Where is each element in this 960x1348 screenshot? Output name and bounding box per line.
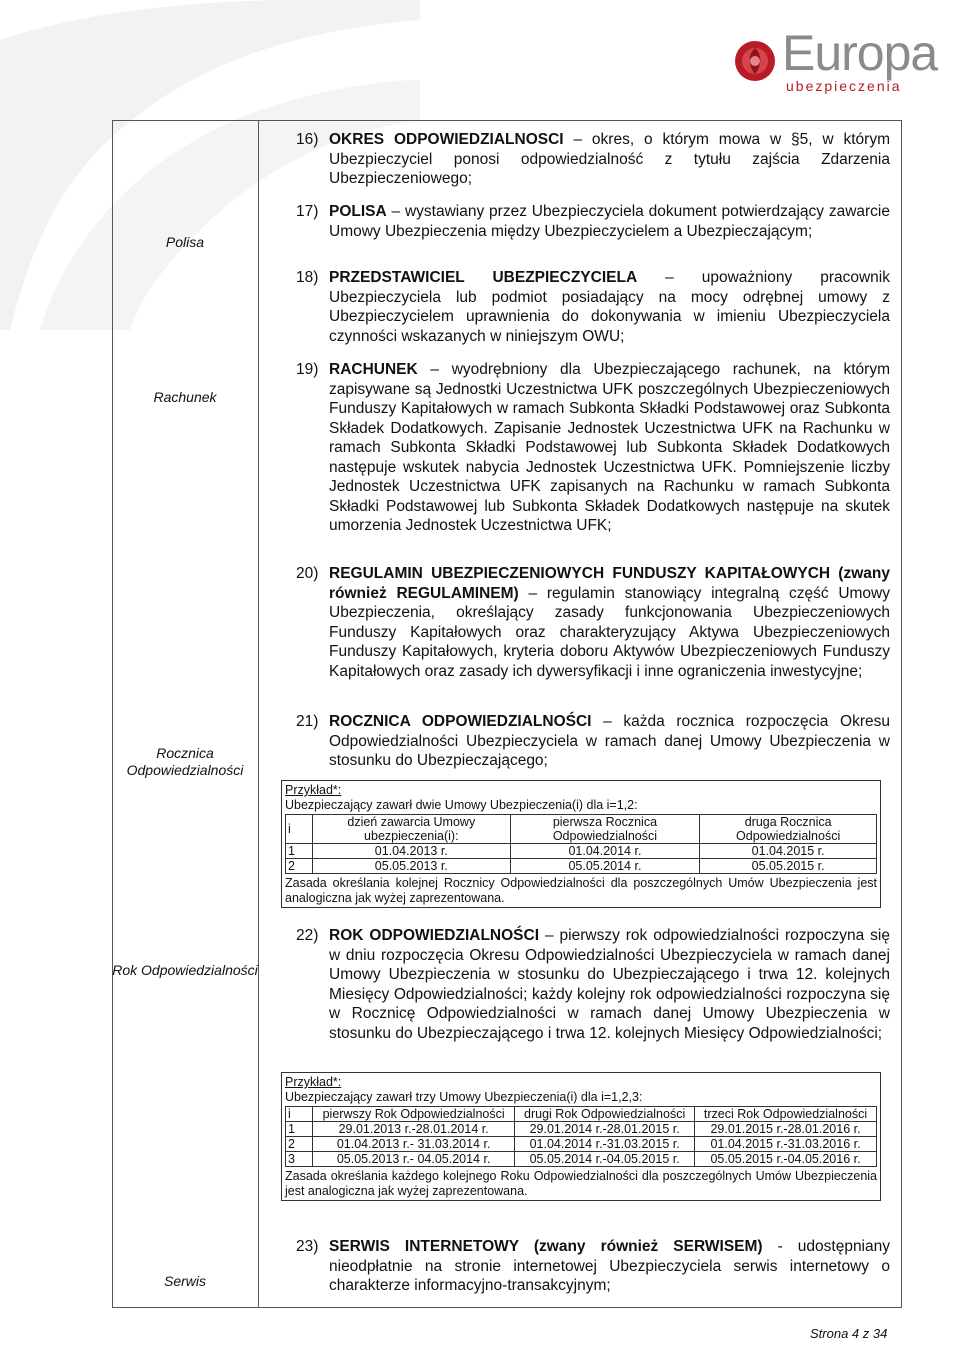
table-header-cell: i <box>286 815 313 844</box>
table-cell: 2 <box>286 1137 313 1152</box>
example-header: Przykład*: <box>285 1075 342 1089</box>
table-cell: 05.05.2014 r. <box>510 859 700 874</box>
item-number: 18) <box>296 269 319 286</box>
example-box-rocznica <box>281 780 881 908</box>
table-header-cell: dzień zawarcia Umowy ubezpieczenia(i): <box>313 815 511 844</box>
example-note: Zasada określania każdego kolejnego Roku Odpowiedzialności dla poszczególnych Umów Ubezpieczenia jest analogiczna jak wyżej zaprezentowana. <box>285 1169 877 1198</box>
logo-subtitle-text: ubezpieczenia <box>786 78 902 94</box>
table-header-cell: pierwszy Rok Odpowiedzialności <box>313 1107 515 1122</box>
table-cell: 2 <box>286 859 313 874</box>
table-row <box>286 1122 877 1137</box>
item-number: 16) <box>296 131 319 148</box>
logo-brand-text: Europa <box>782 25 938 81</box>
example-box-rok <box>281 1072 881 1201</box>
table-cell: 01.04.2013 r. <box>313 844 511 859</box>
sidebar-label-serwis: Serwis <box>163 1273 206 1289</box>
table-cell: 05.05.2015 r. <box>700 859 877 874</box>
table-cell: 05.05.2015 r.-04.05.2016 r. <box>695 1152 877 1167</box>
item-term: RACHUNEK <box>329 361 418 378</box>
table-row <box>286 1152 877 1167</box>
item-number: 23) <box>296 1238 319 1255</box>
table-cell: 01.04.2015 r. <box>700 844 877 859</box>
item-term: REGULAMIN UBEZPIECZENIOWYCH FUNDUSZY KAPITAŁOWYCH (zwany również REGULAMINEM) <box>329 565 890 602</box>
table-row <box>286 844 877 859</box>
item-text: - udostępniany nieodpłatnie na stronie internetowej Ubezpieczyciela serwis internetowy o charakterze informacyjno-transakcyjnym; <box>329 1238 890 1294</box>
table-cell: 3 <box>286 1152 313 1167</box>
table-header-cell: i <box>286 1107 313 1122</box>
item-text: – wystawiany przez Ubezpieczyciela dokument potwierdzający zawarcie Umowy Ubezpieczenia między Ubezpieczycielem a Ubezpieczającym; <box>329 203 890 240</box>
example-table <box>285 1106 877 1167</box>
table-cell: 01.04.2015 r.-31.03.2016 r. <box>695 1137 877 1152</box>
table-cell: 01.04.2013 r.- 31.03.2014 r. <box>313 1137 515 1152</box>
item-text: – regulamin stanowiący integralną część Umowy Ubezpieczenia, określający zasady funkcjonowania Ubezpieczeniowych Funduszy Kapitałowych oraz charakteryzujący Aktywa Ubezpieczeniowych Funduszy Kapitałowych, kryteria doboru Aktywów Ubezpieczeniowych Funduszy Kapitałowych oraz zasady ich dywersyfikacji i inne ograniczenia inwestycyjne; <box>329 584 890 680</box>
definition-item-20 <box>296 564 890 681</box>
table-header-cell: pierwsza Rocznica Odpowiedzialności <box>510 815 700 844</box>
table-cell: 29.01.2014 r.-28.01.2015 r. <box>515 1122 695 1137</box>
table-cell: 29.01.2013 r.-28.01.2014 r. <box>313 1122 515 1137</box>
table-header-cell: druga Rocznica Odpowiedzialności <box>700 815 877 844</box>
item-number: 20) <box>296 565 319 582</box>
item-text: – wyodrębniony dla Ubezpieczającego rachunek, na którym zapisywane są Jednostki Uczestnictwa UFK poszczególnych Ubezpieczeniowych Funduszy Kapitałowych w ramach Subkonta Składki Podstawowej oraz Subkonta Składek Dodatkowych. Zapisanie Jednostek Uczestnictwa UFK na Rachunku w ramach Subkonta Składki Podstawowej lub Subkonta Składek Dodatkowych następuje wskutek nabycia Jednostek Uczestnictwa UFK. Pomniejszenie liczby Jednostek Uczestnictwa UFK zapisanych na Rachunku w ramach Subkonta Składki Podstawowej lub Subkonta Składek Dodatkowych następuje na skutek umorzenia Jednostek Uczestnictwa UFK; <box>329 361 890 534</box>
table-header-row <box>286 1107 877 1122</box>
item-term: ROK ODPOWIEDZIALNOŚCI <box>329 927 540 944</box>
item-number: 22) <box>296 927 319 944</box>
definition-item-21 <box>296 712 890 771</box>
table-cell: 05.05.2013 r. <box>313 859 511 874</box>
item-number: 21) <box>296 713 319 730</box>
table-cell: 05.05.2013 r.- 04.05.2014 r. <box>313 1152 515 1167</box>
example-header: Przykład*: <box>285 783 342 797</box>
definition-item-18 <box>296 268 890 346</box>
table-cell: 01.04.2014 r.-31.03.2015 r. <box>515 1137 695 1152</box>
item-term: SERWIS INTERNETOWY (zwany również SERWISEM) <box>329 1238 763 1255</box>
sidebar-label-polisa: Polisa <box>165 234 205 250</box>
sidebar-label-rachunek: Rachunek <box>153 389 217 405</box>
item-term: OKRES ODPOWIEDZIALNOSCI <box>329 131 564 148</box>
item-text: – okres, o którym mowa w §5, w którym Ubezpieczyciel ponosi odpowiedzialność z tytułu zajścia Zdarzenia Ubezpieczeniowego; <box>329 131 890 187</box>
table-row <box>286 1137 877 1152</box>
definition-item-16 <box>296 130 890 189</box>
europa-logo <box>730 25 940 98</box>
sidebar-label-rok: Rok Odpowiedzialności <box>112 962 258 978</box>
item-text: – pierwszy rok odpowiedzialności rozpoczyna się w dniu rozpoczęcia Okresu Odpowiedzialności Ubezpieczyciela w ramach danej Umowy Ubezpieczenia w stosunku do Ubezpieczającego i trwa 12. kolejnych Miesięcy Odpowiedzialności; każdy kolejny rok odpowiedzialności rozpoczyna się w Rocznicę Odpowiedzialności w ramach danej Umowy Ubezpieczenia w stosunku do Ubezpieczającego i trwa 12. kolejnych Miesięcy Odpowiedzialności; <box>329 927 890 1042</box>
definition-item-22 <box>296 926 890 1043</box>
example-intro: Ubezpieczający zawarł trzy Umowy Ubezpieczenia(i) dla i=1,2,3: <box>285 1089 643 1104</box>
column-divider <box>258 120 259 1307</box>
item-number: 17) <box>296 203 319 220</box>
table-cell: 29.01.2015 r.-28.01.2016 r. <box>695 1122 877 1137</box>
example-table <box>285 814 877 874</box>
example-intro: Ubezpieczający zawarł dwie Umowy Ubezpieczenia(i) dla i=1,2: <box>285 797 638 812</box>
table-header-row <box>286 815 877 844</box>
sidebar-label-rocznica: Rocznica Odpowiedzialności <box>126 745 244 778</box>
definition-item-19 <box>296 360 890 536</box>
page-number: Strona 4 z 34 <box>810 1326 888 1341</box>
item-term: POLISA <box>329 203 387 220</box>
item-text: – każda rocznica rozpoczęcia Okresu Odpowiedzialności Ubezpieczyciela w ramach danej Umowy Ubezpieczenia w stosunku do Ubezpieczającego; <box>329 713 890 769</box>
example-note: Zasada określania kolejnej Rocznicy Odpowiedzialności dla poszczególnych Umów Ubezpieczenia jest analogiczna jak wyżej zaprezentowana. <box>285 876 877 905</box>
table-cell: 1 <box>286 1122 313 1137</box>
item-term: ROCZNICA ODPOWIEDZIALNOŚCI <box>329 713 592 730</box>
table-row <box>286 859 877 874</box>
table-header-cell: drugi Rok Odpowiedzialności <box>515 1107 695 1122</box>
item-term: PRZEDSTAWICIEL UBEZPIECZYCIELA <box>329 269 638 286</box>
table-cell: 01.04.2014 r. <box>510 844 700 859</box>
rose-icon <box>730 36 780 86</box>
definition-item-23 <box>296 1237 890 1296</box>
table-header-cell: trzeci Rok Odpowiedzialności <box>695 1107 877 1122</box>
item-text: – upoważniony pracownik Ubezpieczyciela lub podmiot posiadający na mocy odrębnej umowy z Ubezpieczycielem uprawnienia do dokonywania w imieniu Ubezpieczyciela czynności wskazanych w niniejszym OWU; <box>329 269 890 345</box>
table-cell: 05.05.2014 r.-04.05.2015 r. <box>515 1152 695 1167</box>
table-cell: 1 <box>286 844 313 859</box>
definition-item-17 <box>296 202 890 241</box>
item-number: 19) <box>296 361 319 378</box>
